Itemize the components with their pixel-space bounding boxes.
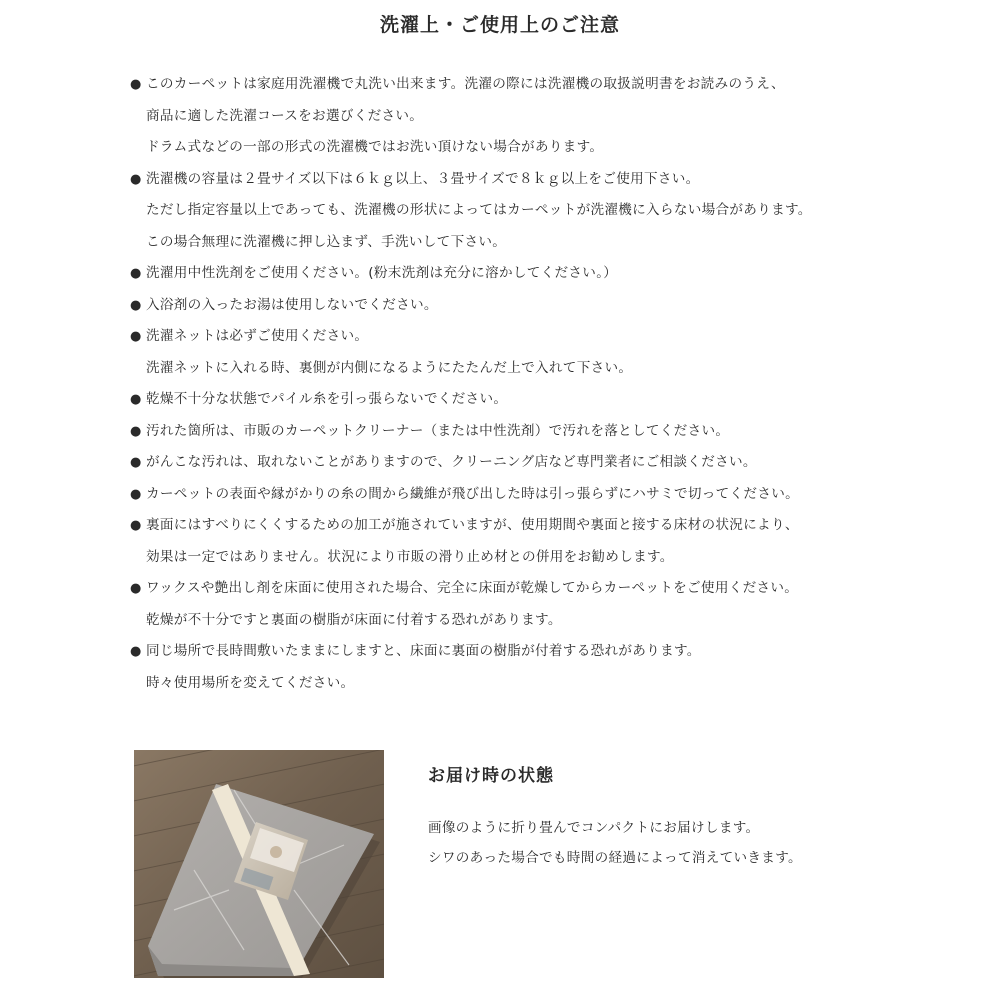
note-line: [130, 321, 930, 353]
note-text: ワックスや艶出し剤を床面に使用された場合、完全に床面が乾燥してからカーペットをご使用ください。: [146, 580, 799, 596]
delivery-text-line: シワのあった場合でも時間の経過によって消えていきます。: [428, 850, 802, 866]
note-line: [130, 290, 930, 322]
bullet-icon: ●: [130, 581, 142, 596]
note-text: 商品に適した洗濯コースをお選びください。: [146, 107, 424, 124]
bullet-icon: ●: [130, 266, 142, 281]
note-text: ただし指定容量以上であっても、洗濯機の形状によってはカーペットが洗濯機に入らない場合があります。: [146, 202, 812, 218]
note-line: [130, 195, 930, 227]
note-line: [130, 416, 930, 448]
note-line: [130, 353, 930, 385]
note-text: 時々使用場所を変えてください。: [146, 674, 355, 691]
note-text: 洗濯ネットは必ずご使用ください。: [146, 328, 369, 344]
bullet-icon: ●: [130, 77, 142, 92]
delivery-text-line: 画像のように折り畳んでコンパクトにお届けします。: [428, 820, 760, 836]
note-text: 乾燥が不十分ですと裏面の樹脂が床面に付着する恐れがあります。: [146, 611, 562, 628]
note-line: [130, 132, 930, 164]
note-line: [130, 101, 930, 133]
note-text: ドラム式などの一部の形式の洗濯機ではお洗い頂けない場合があります。: [146, 139, 604, 155]
bullet-icon: ●: [130, 455, 142, 470]
bullet-icon: ●: [130, 486, 142, 502]
note-line: [130, 69, 930, 101]
bullet-icon: ●: [130, 329, 142, 344]
note-line: [130, 605, 930, 637]
note-text: がんこな汚れは、取れないことがありますので、クリーニング店など専門業者にご相談ください。: [146, 454, 757, 470]
note-line: [130, 447, 930, 479]
note-text: 洗濯機の容量は２畳サイズ以下は６ｋｇ以上、３畳サイズで８ｋｇ以上をご使用下さい。: [146, 170, 700, 187]
note-line: [130, 542, 930, 574]
note-text: 入浴剤の入ったお湯は使用しないでください。: [146, 296, 438, 313]
note-line: [130, 479, 930, 511]
care-notes-list: [130, 69, 930, 699]
note-line: [130, 227, 930, 259]
bullet-icon: ●: [130, 392, 142, 407]
note-text: 乾燥不十分な状態でパイル糸を引っ張らないでください。: [146, 391, 508, 407]
note-line: [130, 573, 930, 605]
bullet-icon: ●: [130, 518, 142, 533]
note-text: カーペットの表面や縁がかりの糸の間から繊維が飛び出した時は引っ張らずにハサミで切ってください。: [146, 485, 800, 502]
note-line: [130, 384, 930, 416]
bullet-icon: ●: [130, 171, 142, 187]
note-line: [130, 258, 930, 290]
note-text: 洗濯ネットに入れる時、裏側が内側になるようにたたんだ上で入れて下さい。: [146, 359, 633, 376]
note-text: この場合無理に洗濯機に押し込まず、手洗いして下さい。: [146, 233, 507, 250]
note-text: 効果は一定ではありません。状況により市販の滑り止め材との併用をお勧めします。: [146, 548, 674, 565]
page-title: 洗濯上・ご使用上のご注意: [379, 14, 620, 36]
note-text: 同じ場所で長時間敷いたままにしますと、床面に裏面の樹脂が付着する恐れがあります。: [146, 643, 701, 659]
note-text: 裏面にはすべりにくくするための加工が施されていますが、使用期間や裏面と接する床材の状況により、: [146, 517, 799, 533]
bullet-icon: ●: [130, 423, 142, 439]
note-line: [130, 510, 930, 542]
note-line: [130, 636, 930, 668]
note-text: 洗濯用中性洗剤をご使用ください。(粉末洗剤は充分に溶かしてください。）: [146, 265, 618, 281]
note-text: このカーペットは家庭用洗濯機で丸洗い出来ます。洗濯の際には洗濯機の取扱説明書をお読みのうえ、: [146, 76, 785, 92]
note-line: [130, 668, 930, 700]
bullet-icon: ●: [130, 644, 142, 659]
note-text: 汚れた箇所は、市販のカーペットクリーナー（または中性洗剤）で汚れを落としてください。: [146, 422, 730, 439]
note-line: [130, 164, 930, 196]
folded-carpet-illustration: [134, 750, 384, 978]
folded-carpet-photo: [134, 750, 384, 978]
delivery-section-title: お届け時の状態: [428, 766, 554, 786]
bullet-icon: ●: [130, 297, 142, 313]
